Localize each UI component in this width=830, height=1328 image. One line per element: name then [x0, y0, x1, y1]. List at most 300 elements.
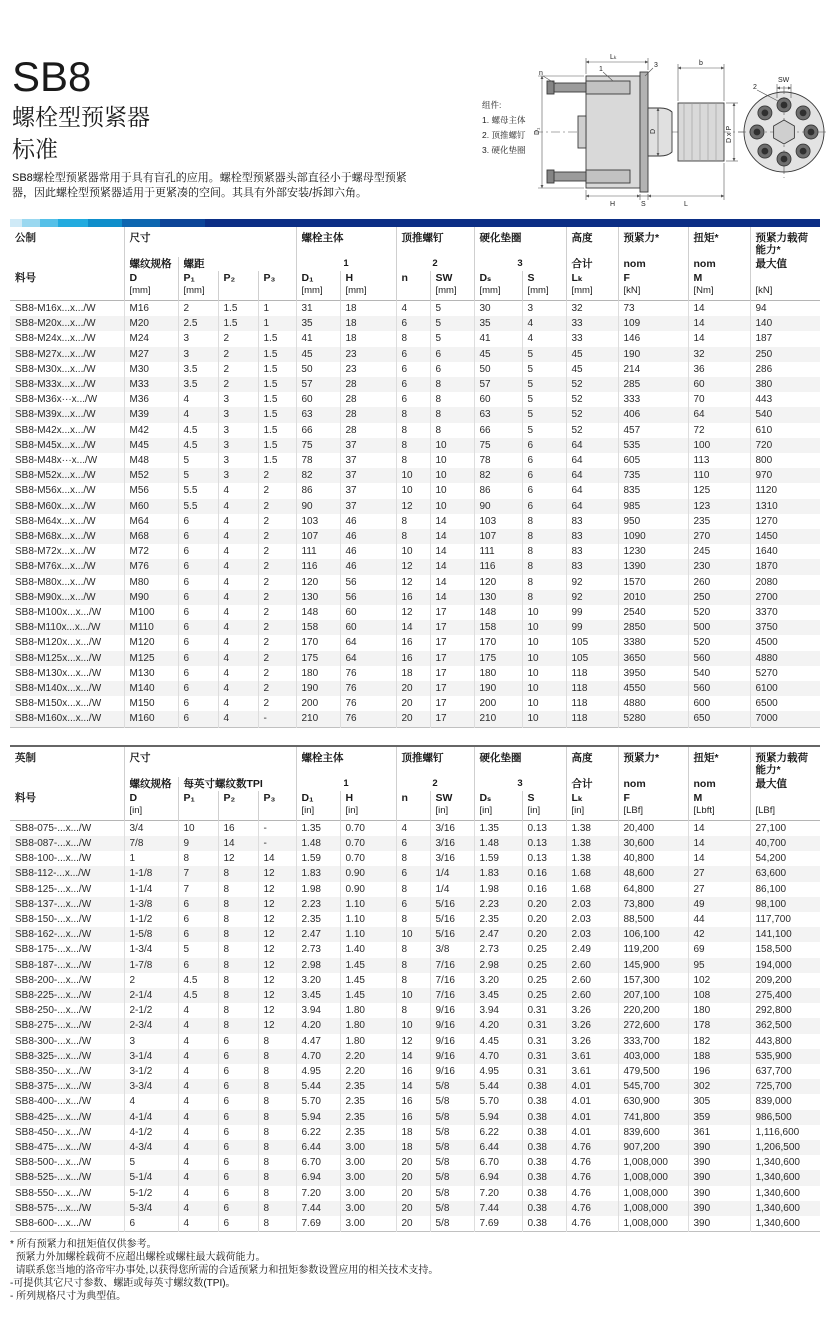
spec-value-cell: 83 — [566, 559, 618, 574]
spec-value-cell: 8 — [396, 331, 430, 346]
spec-value-cell: 1120 — [750, 483, 820, 498]
spec-value-cell: 27 — [688, 882, 750, 897]
spec-row — [10, 590, 820, 605]
part-number-cell: SB8-M60x...x.../W — [15, 500, 96, 512]
spec-value-cell: 3 — [124, 1034, 178, 1049]
spec-value-cell: 4 — [178, 1125, 218, 1140]
spec-value-cell: 0.38 — [522, 1125, 566, 1140]
spec-value-cell: 8 — [218, 1003, 258, 1018]
spec-value-cell: 4.20 — [474, 1018, 522, 1033]
spec-value-cell: 3.00 — [340, 1140, 396, 1155]
spec-value-cell: 4 — [396, 301, 430, 317]
spec-value-cell: 12 — [258, 958, 296, 973]
spec-value-cell: 5-1/2 — [124, 1186, 178, 1201]
spec-value-cell: 8 — [396, 958, 430, 973]
spec-value-cell: 1.10 — [340, 897, 396, 912]
spec-value-cell: 2850 — [618, 620, 688, 635]
spec-value-cell: 950 — [618, 514, 688, 529]
spec-value-cell: 210 — [474, 711, 522, 727]
nom-label: nom — [688, 257, 750, 271]
spec-value-cell: 540 — [750, 407, 820, 422]
spec-value-cell: 180 — [474, 666, 522, 681]
dim-label-d1: D₁ — [534, 127, 541, 135]
spec-value-cell: 10 — [522, 681, 566, 696]
spec-value-cell: 8 — [258, 1064, 296, 1079]
spec-value-cell: 6 — [218, 1064, 258, 1079]
spec-value-cell: 8 — [218, 882, 258, 897]
spec-value-cell: 1,206,500 — [750, 1140, 820, 1155]
spec-row — [10, 453, 820, 468]
spec-row — [10, 1216, 820, 1232]
spec-value-cell: 5.5 — [178, 499, 218, 514]
part-number-cell: SB8-M24x...x.../W — [15, 333, 96, 345]
spec-value-cell: 78 — [474, 453, 522, 468]
spec-value-cell: 109 — [618, 316, 688, 331]
spec-value-cell: 6 — [178, 575, 218, 590]
spec-value-cell: 8 — [258, 1186, 296, 1201]
spec-value-cell: 8 — [430, 407, 474, 422]
spec-value-cell: 1.5 — [258, 423, 296, 438]
spec-value-cell: 6 — [218, 1216, 258, 1232]
spec-value-cell: 118 — [566, 696, 618, 711]
spec-value-cell: 362,500 — [750, 1018, 820, 1033]
spec-value-cell: 0.38 — [522, 1170, 566, 1185]
spec-row — [10, 301, 820, 317]
spec-value-cell: 6 — [218, 1079, 258, 1094]
spec-value-cell: 8 — [258, 1155, 296, 1170]
spec-value-cell: 3370 — [750, 605, 820, 620]
spec-value-cell: 600 — [688, 696, 750, 711]
callout-1: 1 — [599, 66, 603, 73]
spec-row — [10, 392, 820, 407]
spec-value-cell: 12 — [396, 1034, 430, 1049]
spec-value-cell: 3.61 — [566, 1049, 618, 1064]
spec-value-cell: 7.69 — [474, 1216, 522, 1232]
spec-value-cell: 0.31 — [522, 1064, 566, 1079]
spec-value-cell: 50 — [296, 362, 340, 377]
spec-value-cell: 1.5 — [258, 331, 296, 346]
spec-value-cell: 0.13 — [522, 820, 566, 836]
spec-value-cell: 0.31 — [522, 1034, 566, 1049]
spec-value-cell: 10 — [430, 453, 474, 468]
spec-value-cell: M42 — [124, 423, 178, 438]
spec-value-cell: 1.5 — [258, 377, 296, 392]
spec-value-cell: 17 — [430, 651, 474, 666]
spec-value-cell: 3-3/4 — [124, 1079, 178, 1094]
spec-value-cell: 10 — [430, 499, 474, 514]
size-group-label: 尺寸 — [124, 746, 296, 777]
spec-value-cell: 45 — [296, 347, 340, 362]
spec-value-cell: 1-5/8 — [124, 927, 178, 942]
spec-value-cell: 76 — [340, 666, 396, 681]
spec-row — [10, 927, 820, 942]
part-number-cell: SB8-087-...x.../W — [15, 837, 92, 849]
spec-value-cell: 443 — [750, 392, 820, 407]
spec-value-cell: 3 — [218, 392, 258, 407]
part-number-cell: SB8-M120x...x.../W — [15, 637, 102, 649]
spec-value-cell: 0.31 — [522, 1018, 566, 1033]
spec-value-cell: 8 — [396, 529, 430, 544]
spec-value-cell: 3 — [218, 407, 258, 422]
spec-value-cell: 190 — [618, 347, 688, 362]
spec-value-cell: 10 — [396, 1018, 430, 1033]
part-number-cell: SB8-M140x...x.../W — [15, 683, 102, 695]
spec-value-cell: 1-1/8 — [124, 866, 178, 881]
spec-row — [10, 316, 820, 331]
spec-value-cell: 6 — [522, 468, 566, 483]
spec-value-cell: 403,000 — [618, 1049, 688, 1064]
spec-value-cell: 12 — [396, 605, 430, 620]
spec-value-cell: 8 — [178, 851, 218, 866]
ref-number-1: 1 — [296, 777, 396, 791]
spec-value-cell: 44 — [688, 912, 750, 927]
spec-row — [10, 988, 820, 1003]
spec-value-cell: 209,200 — [750, 973, 820, 988]
spec-value-cell: 37 — [340, 499, 396, 514]
spec-value-cell: 5.70 — [296, 1094, 340, 1109]
spec-value-cell: 14 — [218, 836, 258, 851]
spec-value-cell: 7 — [178, 882, 218, 897]
spec-value-cell: 8 — [396, 438, 430, 453]
spec-value-cell: 1.45 — [340, 958, 396, 973]
spec-value-cell: 406 — [618, 407, 688, 422]
symbol-header-row: 料号 D P₁ P₂ P₃ D₁ H n SW Dₛ S Lₖ F M — [10, 271, 820, 285]
part-number-cell: SB8-M150x...x.../W — [15, 698, 102, 710]
spec-value-cell: 12 — [258, 897, 296, 912]
spec-value-cell: 8 — [218, 958, 258, 973]
imperial-table-header — [10, 746, 820, 821]
spec-value-cell: 6 — [124, 1216, 178, 1232]
front-view — [738, 77, 828, 178]
footnote: 预紧力外加螺栓载荷不应超出螺栓或螺柱最大载荷能力。 — [10, 1252, 266, 1264]
spec-value-cell: 196 — [688, 1064, 750, 1079]
spec-value-cell: 5.44 — [474, 1079, 522, 1094]
spec-value-cell: 207,100 — [618, 988, 688, 1003]
spec-value-cell: 2 — [258, 666, 296, 681]
spec-value-cell: 725,700 — [750, 1079, 820, 1094]
spec-value-cell: M56 — [124, 483, 178, 498]
spec-row — [10, 958, 820, 973]
spec-value-cell: 66 — [474, 423, 522, 438]
spec-row — [10, 1064, 820, 1079]
spec-value-cell: 18 — [396, 1125, 430, 1140]
spec-value-cell: 42 — [688, 927, 750, 942]
spec-value-cell: 1,340,600 — [750, 1186, 820, 1201]
max-label: 最大值 — [750, 257, 820, 271]
spec-value-cell: M36 — [124, 392, 178, 407]
spec-value-cell: 148 — [474, 605, 522, 620]
spec-value-cell: 6 — [178, 514, 218, 529]
spec-value-cell: 1,008,000 — [618, 1170, 688, 1185]
spec-row — [10, 711, 820, 727]
spec-value-cell: 145,900 — [618, 958, 688, 973]
spec-value-cell: 5.5 — [178, 483, 218, 498]
spec-value-cell: M90 — [124, 590, 178, 605]
spec-value-cell: M160 — [124, 711, 178, 727]
spec-value-cell: 10 — [522, 605, 566, 620]
spec-value-cell: 1,008,000 — [618, 1186, 688, 1201]
spec-value-cell: M150 — [124, 696, 178, 711]
spec-value-cell: 1640 — [750, 544, 820, 559]
spec-value-cell: 28 — [340, 392, 396, 407]
spec-value-cell: - — [258, 836, 296, 851]
spec-value-cell: 194,000 — [750, 958, 820, 973]
spec-value-cell: 0.70 — [340, 836, 396, 851]
spec-value-cell: 3.5 — [178, 377, 218, 392]
spec-value-cell: 4.01 — [566, 1125, 618, 1140]
spec-value-cell: 72 — [688, 423, 750, 438]
spec-value-cell: 4 — [178, 407, 218, 422]
spec-value-cell: 3.94 — [474, 1003, 522, 1018]
total-label: 合计 — [566, 257, 618, 271]
spec-value-cell: 75 — [474, 438, 522, 453]
callout-2: 2 — [753, 84, 757, 91]
spec-value-cell: 1,008,000 — [618, 1216, 688, 1232]
spec-value-cell: 12 — [396, 499, 430, 514]
spec-value-cell: 2 — [258, 529, 296, 544]
spec-value-cell: 0.31 — [522, 1003, 566, 1018]
part-number-cell: SB8-M27x...x.../W — [15, 348, 96, 360]
spec-value-cell: 10 — [178, 820, 218, 836]
part-number-cell: SB8-M45x...x.../W — [15, 439, 96, 451]
spec-value-cell: 5/8 — [430, 1094, 474, 1109]
spec-value-cell: 2.98 — [474, 958, 522, 973]
spec-value-cell: M48 — [124, 453, 178, 468]
spec-value-cell: 6 — [178, 897, 218, 912]
spec-value-cell: 8 — [258, 1201, 296, 1216]
spec-value-cell: 8 — [258, 1140, 296, 1155]
dim-label-sw: SW — [778, 77, 790, 84]
spec-value-cell: 28 — [340, 407, 396, 422]
spec-value-cell: 535 — [618, 438, 688, 453]
spec-value-cell: 12 — [258, 882, 296, 897]
spec-value-cell: 1.59 — [474, 851, 522, 866]
spec-value-cell: 6 — [178, 958, 218, 973]
spec-row — [10, 973, 820, 988]
spec-value-cell: 7/16 — [430, 988, 474, 1003]
part-number-cell: SB8-M36x···x.../W — [15, 394, 98, 406]
spec-value-cell: 1.35 — [296, 820, 340, 836]
spec-value-cell: 2 — [258, 696, 296, 711]
spec-value-cell: 50 — [474, 362, 522, 377]
spec-value-cell: 10 — [396, 927, 430, 942]
spec-value-cell: 178 — [688, 1018, 750, 1033]
part-number-cell: SB8-187-...x.../W — [15, 959, 92, 971]
spec-value-cell: 17 — [430, 620, 474, 635]
spec-value-cell: 5.94 — [474, 1110, 522, 1125]
spec-row — [10, 1170, 820, 1185]
spec-value-cell: 7000 — [750, 711, 820, 727]
spec-value-cell: 175 — [296, 651, 340, 666]
spec-value-cell: 10 — [522, 635, 566, 650]
part-number-cell: SB8-M72x...x.../W — [15, 546, 96, 558]
spec-value-cell: 18 — [396, 666, 430, 681]
spec-value-cell: 1-3/4 — [124, 942, 178, 957]
spec-value-cell: 986,500 — [750, 1110, 820, 1125]
spec-value-cell: 32 — [566, 301, 618, 317]
part-number-cell: SB8-500-...x.../W — [15, 1157, 92, 1169]
spec-value-cell: 5/8 — [430, 1079, 474, 1094]
spec-value-cell: 16 — [396, 651, 430, 666]
spec-value-cell: 260 — [688, 575, 750, 590]
spec-value-cell: 2.03 — [566, 912, 618, 927]
spec-value-cell: 2 — [258, 681, 296, 696]
part-number-cell: SB8-075-...x.../W — [15, 822, 92, 834]
spec-value-cell: 190 — [296, 681, 340, 696]
spec-value-cell: 839,000 — [750, 1094, 820, 1109]
spec-value-cell: 105 — [566, 635, 618, 650]
spec-value-cell: 302 — [688, 1079, 750, 1094]
spec-value-cell: 52 — [566, 423, 618, 438]
spec-value-cell: 2080 — [750, 575, 820, 590]
part-number-cell: SB8-112-...x.../W — [15, 868, 91, 880]
pitch-label: 螺距 — [178, 257, 296, 271]
spec-value-cell: 3.00 — [340, 1186, 396, 1201]
spec-value-cell: 111 — [296, 544, 340, 559]
spec-value-cell: 120 — [296, 575, 340, 590]
spec-value-cell: 64 — [340, 635, 396, 650]
spec-value-cell: 16 — [396, 1110, 430, 1125]
size-group-label: 尺寸 — [124, 227, 296, 257]
spec-value-cell: 5 — [522, 423, 566, 438]
spec-value-cell: 125 — [688, 483, 750, 498]
spec-value-cell: 12 — [218, 851, 258, 866]
spec-row — [10, 407, 820, 422]
torque-group-label: 扭矩* — [688, 227, 750, 257]
spec-value-cell: 359 — [688, 1110, 750, 1125]
spec-value-cell: 6.22 — [296, 1125, 340, 1140]
spec-value-cell: 83 — [566, 529, 618, 544]
spec-value-cell: 12 — [258, 912, 296, 927]
spec-value-cell: 4550 — [618, 681, 688, 696]
ref-number-3: 3 — [474, 257, 566, 271]
spec-value-cell: 18 — [340, 331, 396, 346]
spec-value-cell: 5/8 — [430, 1140, 474, 1155]
spec-value-cell: 0.25 — [522, 973, 566, 988]
spec-value-cell: 95 — [688, 958, 750, 973]
spec-value-cell: 1.48 — [474, 836, 522, 851]
spec-value-cell: 46 — [340, 544, 396, 559]
spec-row — [10, 347, 820, 362]
torque-group-label: 扭矩* — [688, 746, 750, 777]
spec-value-cell: M16 — [124, 301, 178, 317]
spec-row — [10, 696, 820, 711]
spec-value-cell: 3 — [178, 331, 218, 346]
spec-value-cell: 18 — [340, 301, 396, 317]
spec-value-cell: 0.70 — [340, 851, 396, 866]
spec-row — [10, 605, 820, 620]
spec-value-cell: 17 — [430, 605, 474, 620]
spec-value-cell: 1.5 — [218, 316, 258, 331]
spec-value-cell: M140 — [124, 681, 178, 696]
spec-value-cell: 116 — [474, 559, 522, 574]
spec-value-cell: 20 — [396, 1216, 430, 1232]
metric-table-header — [10, 227, 820, 301]
spec-value-cell: 200 — [474, 696, 522, 711]
spec-value-cell: 8 — [218, 988, 258, 1003]
spec-value-cell: 361 — [688, 1125, 750, 1140]
spec-value-cell: 8 — [218, 927, 258, 942]
spec-value-cell: 6 — [178, 927, 218, 942]
spec-value-cell: 6.44 — [296, 1140, 340, 1155]
part-number-cell: SB8-300-...x.../W — [15, 1035, 92, 1047]
spec-value-cell: 4.5 — [178, 973, 218, 988]
spec-value-cell: 2-1/2 — [124, 1003, 178, 1018]
spec-row — [10, 377, 820, 392]
title-block — [12, 53, 442, 201]
spec-value-cell: 5/8 — [430, 1170, 474, 1185]
spec-value-cell: 6.94 — [474, 1170, 522, 1185]
part-number-cell: SB8-M64x...x.../W — [15, 515, 96, 527]
sub-header-row — [10, 257, 820, 271]
spec-value-cell: 2.60 — [566, 988, 618, 1003]
spec-value-cell: 17 — [430, 711, 474, 727]
spec-value-cell: 0.70 — [340, 820, 396, 836]
spec-value-cell: 14 — [688, 836, 750, 851]
spec-value-cell: 3.00 — [340, 1216, 396, 1232]
part-number-cell: SB8-450-...x.../W — [15, 1126, 92, 1138]
spec-value-cell: 333,700 — [618, 1034, 688, 1049]
spec-value-cell: 2 — [218, 331, 258, 346]
spec-value-cell: 20 — [396, 696, 430, 711]
spec-value-cell: 2010 — [618, 590, 688, 605]
spec-value-cell: 4.70 — [296, 1049, 340, 1064]
spec-value-cell: 200 — [296, 696, 340, 711]
spec-value-cell: 0.20 — [522, 912, 566, 927]
spec-value-cell: 7.44 — [474, 1201, 522, 1216]
dim-label-dxp: D x P — [726, 125, 733, 143]
spec-value-cell: 64 — [566, 468, 618, 483]
spec-value-cell: 113 — [688, 453, 750, 468]
spec-value-cell: 7 — [178, 866, 218, 881]
jackscrew-group-label: 顶推螺钉 — [396, 746, 474, 777]
spec-value-cell: 1-7/8 — [124, 958, 178, 973]
spec-value-cell: 6 — [178, 711, 218, 727]
spec-value-cell: 8 — [218, 942, 258, 957]
spec-value-cell: 2 — [218, 362, 258, 377]
spec-value-cell: 2.20 — [340, 1049, 396, 1064]
spec-value-cell: 5 — [522, 392, 566, 407]
spec-value-cell: 4.5 — [178, 438, 218, 453]
spec-row — [10, 1110, 820, 1125]
spec-value-cell: 2.35 — [296, 912, 340, 927]
spec-value-cell: 1.45 — [340, 988, 396, 1003]
legend-item: 1. 螺母主体 — [482, 115, 526, 125]
spec-value-cell: 1390 — [618, 559, 688, 574]
spec-value-cell: 170 — [296, 635, 340, 650]
region-label: 英制 — [15, 751, 36, 764]
spec-value-cell: 390 — [688, 1201, 750, 1216]
spec-value-cell: 10 — [430, 468, 474, 483]
spec-value-cell: 2 — [258, 620, 296, 635]
spec-value-cell: 3380 — [618, 635, 688, 650]
spec-value-cell: 14 — [688, 331, 750, 346]
group-header-row — [10, 746, 820, 777]
spec-value-cell: 158,500 — [750, 942, 820, 957]
spec-value-cell: 4 — [218, 620, 258, 635]
spec-value-cell: 111 — [474, 544, 522, 559]
spec-value-cell: - — [258, 711, 296, 727]
spec-value-cell: 9/16 — [430, 1064, 474, 1079]
spec-value-cell: 2.23 — [296, 897, 340, 912]
spec-value-cell: 2.35 — [340, 1125, 396, 1140]
spec-value-cell: 8 — [396, 407, 430, 422]
spec-value-cell: 0.38 — [522, 1201, 566, 1216]
spec-value-cell: 8 — [396, 912, 430, 927]
spec-value-cell: 6.44 — [474, 1140, 522, 1155]
spec-value-cell: 49 — [688, 897, 750, 912]
spec-value-cell: 6 — [396, 316, 430, 331]
